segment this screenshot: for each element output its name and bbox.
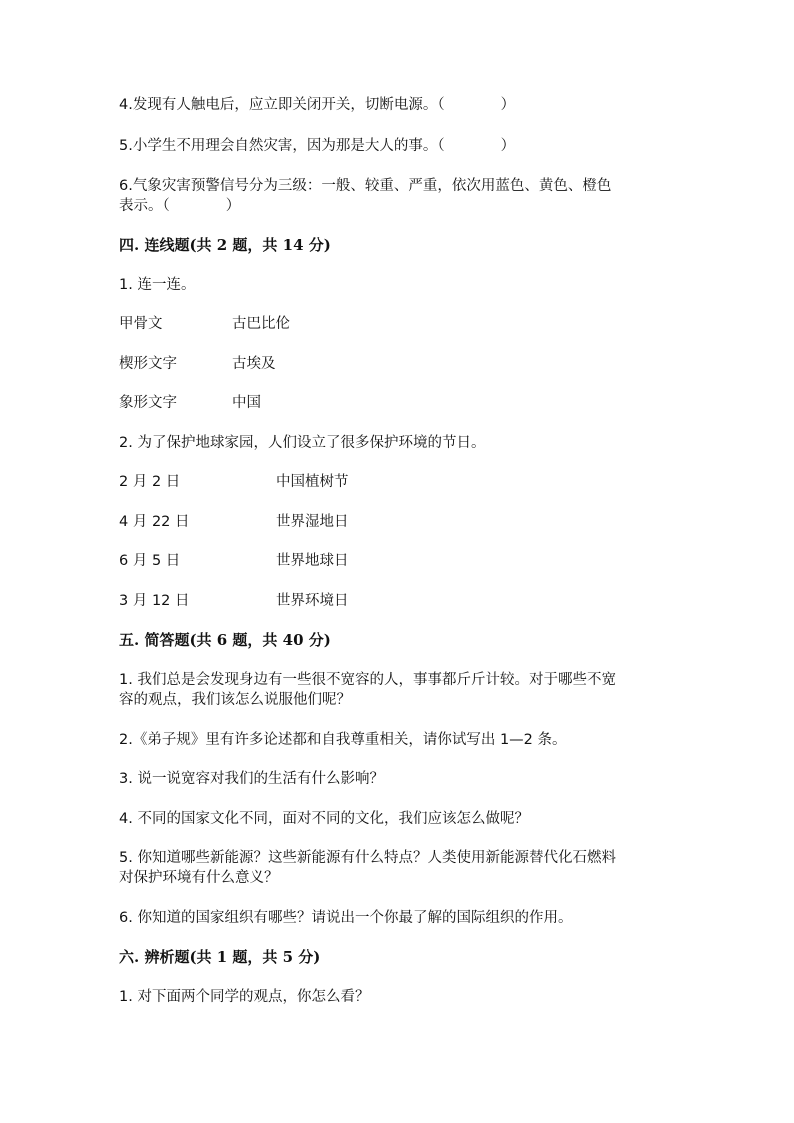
section-4-title: 四. 连线题(共 2 题，共 14 分): [119, 236, 331, 254]
match-right: 古巴比伦: [232, 316, 290, 332]
match-left: 楔形文字: [119, 356, 177, 372]
match-row: [119, 512, 519, 532]
tf-question-6-line2: [119, 196, 240, 216]
tf-question-5: [119, 136, 515, 156]
match-left: 象形文字: [119, 395, 177, 411]
match-left: 4 月 22 日: [119, 514, 190, 530]
question-number: 6.: [119, 178, 133, 194]
short-answer-6: 6. 你知道的国家组织有哪些？请说出一个你最了解的国际组织的作用。: [119, 910, 573, 926]
section-6-title: 六. 辨析题(共 1 题，共 5 分): [119, 948, 321, 966]
question-text: 气象灾害预警信号分为三级：一般、较重、严重，依次用蓝色、黄色、橙色: [132, 178, 612, 194]
paren-close: ）: [500, 97, 516, 113]
short-answer-3: 3. 说一说宽容对我们的生活有什么影响？: [119, 771, 384, 787]
match-row: [119, 354, 519, 374]
match-left: 6 月 5 日: [119, 553, 181, 569]
match-row: [119, 314, 519, 334]
tf-question-4: [119, 95, 515, 115]
tf-question-6-line1: [119, 176, 611, 196]
short-answer-2: 2.《弟子规》里有许多论述都和自我尊重相关，请你试写出 1—2 条。: [119, 732, 567, 748]
match-left: 2 月 2 日: [119, 474, 181, 490]
short-answer-5-line1: 5. 你知道哪些新能源？这些新能源有什么特点？人类使用新能源替代化石燃料: [119, 850, 616, 866]
match-left: 甲骨文: [119, 316, 163, 332]
match-row: [119, 591, 519, 611]
match-right: 世界湿地日: [276, 514, 349, 530]
match-right: 世界地球日: [276, 553, 349, 569]
question-text: 发现有人触电后，应立即关闭开关，切断电源。（: [132, 97, 445, 113]
match-row: [119, 472, 519, 492]
question-number: 5.: [119, 138, 133, 154]
question-text: 表示。（: [119, 198, 170, 214]
question-text: 小学生不用理会自然灾害，因为那是大人的事。（: [132, 138, 445, 154]
short-answer-5-line2: 对保护环境有什么意义？: [119, 870, 279, 886]
paren-close: ）: [225, 198, 241, 214]
matching-question-1-label: 1. 连一连。: [119, 277, 196, 293]
analysis-question-1: 1. 对下面两个同学的观点，你怎么看？: [119, 989, 370, 1005]
question-number: 4.: [119, 97, 133, 113]
short-answer-1-line2: 容的观点，我们该怎么说服他们呢？: [119, 692, 351, 708]
section-5-title: 五. 简答题(共 6 题，共 40 分): [119, 631, 331, 649]
match-right: 中国植树节: [276, 474, 349, 490]
matching-question-2-label: 2. 为了保护地球家园，人们设立了很多保护环境的节日。: [119, 435, 486, 451]
match-row: [119, 393, 519, 413]
match-left: 3 月 12 日: [119, 593, 190, 609]
match-right: 古埃及: [232, 356, 276, 372]
match-right: 中国: [232, 395, 261, 411]
match-right: 世界环境日: [276, 593, 349, 609]
short-answer-4: 4. 不同的国家文化不同，面对不同的文化，我们应该怎么做呢？: [119, 811, 529, 827]
match-row: [119, 551, 519, 571]
paren-close: ）: [500, 138, 516, 154]
short-answer-1-line1: 1. 我们总是会发现身边有一些很不宽容的人，事事都斤斤计较。对于哪些不宽: [119, 672, 616, 688]
